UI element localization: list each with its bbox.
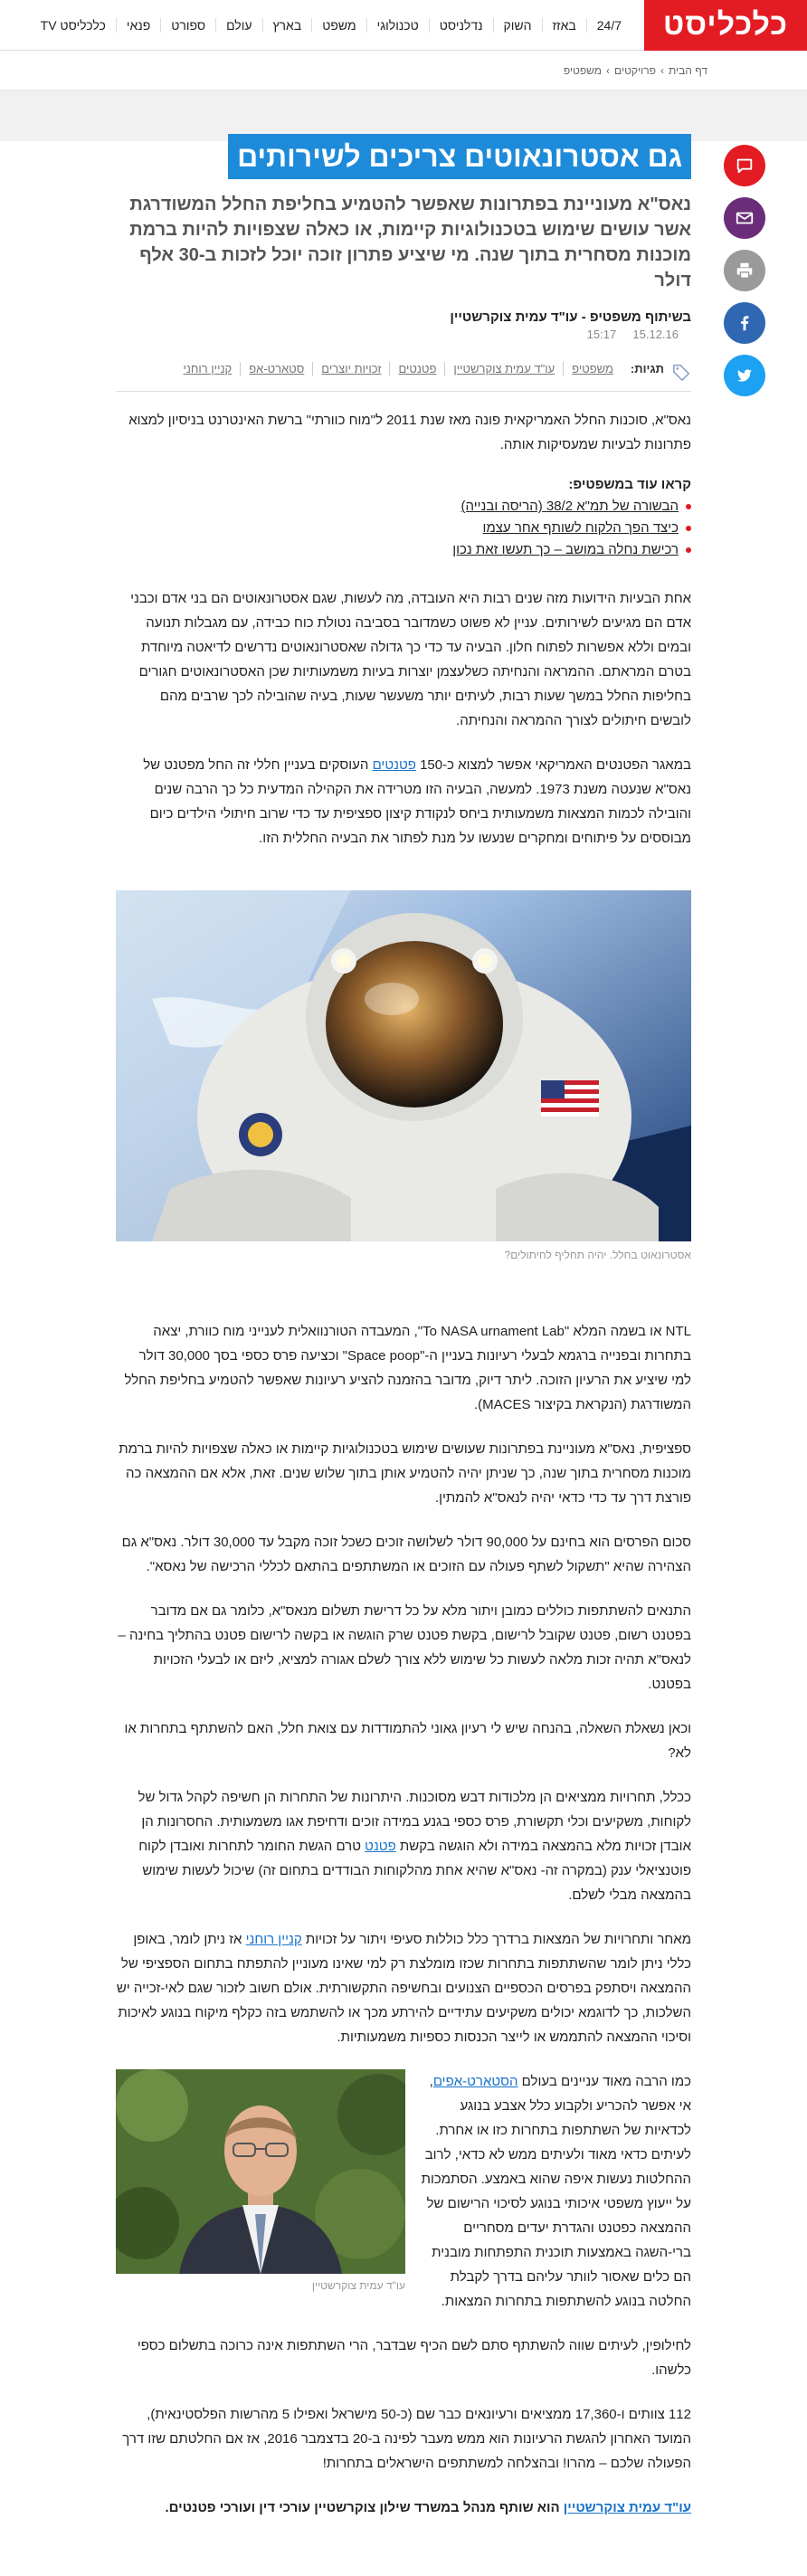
read-more-link[interactable]: רכישת נחלה במושב – כך תעשו זאת נכון	[452, 542, 679, 557]
patents-link[interactable]: פטנטים	[372, 757, 416, 773]
article-figure	[116, 890, 691, 1261]
nav-item-world[interactable]: עולם	[215, 18, 261, 33]
article-datetime	[116, 327, 691, 342]
photo-caption: אסטרונאוט בחלל. יהיה תחליף לחיתולים?	[504, 1249, 691, 1261]
tag-link[interactable]: עו"ד עמית צוקרשטיין	[444, 362, 563, 376]
breadcrumb-separator: ›	[660, 63, 664, 77]
top-bar	[0, 0, 807, 51]
tag-link[interactable]: קניין רוחני	[183, 362, 233, 375]
paragraph: נאס"א, סוכנות החלל האמריקאית פונה מאז שנת 2011 ל"מוח כוורתי" ברשת האינטרנט בניסיון למצוא פתרונות לבעיות שמעסיקות אותה.	[128, 413, 691, 452]
paragraph: אחת הבעיות הידועות מזה שנים רבות היא העובדה, מה לעשות, שגם אסטרונאוטים הם בני אדם וכבני אדם הם מגיעים לשירותים. עניין לא פשוט כשמדובר בסביבה נטולת כוח כבידה, עם מגבלות תנועה ובמים וללא אפשרות לפתוח חלון. הבעיה עד כדי כך גדולה שאסטרונאוטים נדרשים לדיאטה מיוחדת בטרם המראתם. ההמראה והנחיתה כשלעצמן יוצרות בעיות משמעותיות שכן האסטרונאוטים חגורים בחליפות החלל במשך שעות רבות, לעיתים יותר משעשר שעות, בעיה שהובילה לכך שרבים מהם לובשים חיתולים לצורך ההמראה והנחיתה.	[130, 591, 691, 728]
astronaut-illustration	[116, 890, 691, 1241]
nav-item-realestate[interactable]: נדלניסט	[429, 18, 493, 33]
nav-item-market[interactable]: השוק	[493, 18, 542, 33]
patent-link[interactable]: פטנט	[365, 1839, 396, 1854]
paragraph: ספציפית, נאס"א מעוניינת בפתרונות שעושים שימוש בטכנולוגיות קיימות או כאלה שצפויות להיות ברמת מוכנות מסחרית בתוך שנה, כך שניתן יהיה להטמיע אותן בתוך שלוש שנים. זאת, אלא אם ההמצאה כה פורצת דרך עד כדי כדאי יהיה לנאס"א להמתין.	[119, 1441, 691, 1506]
main-nav	[0, 18, 644, 33]
article	[116, 134, 691, 2520]
twitter-icon[interactable]	[724, 355, 765, 396]
paragraph-text: כמו הרבה מאוד עניינים בעולם	[517, 2074, 691, 2089]
print-icon[interactable]	[724, 250, 765, 291]
breadcrumb-mishpatip[interactable]: משפטיפ	[563, 63, 603, 77]
nav-item-local[interactable]: בארץ	[262, 18, 312, 33]
paragraph: לחילופין, לעיתים שווה להשתתף סתם לשם הכיף שבדבר, הרי השתתפות אינה כרוכה בתשלום כספי כלשהו.	[137, 2338, 691, 2378]
nav-item-sport[interactable]: ספורט	[160, 18, 215, 33]
breadcrumb-separator: ›	[606, 63, 611, 77]
author-illustration	[116, 2069, 405, 2274]
author-link[interactable]: עו"ד עמית צוקרשטיין	[563, 2500, 691, 2515]
paragraph	[116, 753, 691, 851]
tags-label: תגיות:	[630, 362, 664, 375]
author-paragraph	[420, 2069, 691, 2314]
startups-link[interactable]: הסטארט-אפים	[432, 2074, 518, 2089]
facebook-icon[interactable]	[724, 302, 765, 344]
paragraph: סכום הפרסים הוא בחינם על 90,000 דולר לשלושה זוכים כשכל זוכה מקבל עד 30,000 דולר. נאס"א גם הצהירה שהיא "תשקול לשתף פעולה עם הזוכים או המשתתפים בהתאם לכללי הרכישה של נאסא".	[121, 1535, 691, 1574]
author-photo	[116, 2069, 405, 2274]
paragraph-text: ככלל, תחרויות ממציאים הן מלכודות דבש מסוכנות. היתרונות של התחרות הן חשיפה לקהל גדול של לקוחות, משקיעים וכלי תקשורת, פרס כספי בגנע במידה זוכים ודחיפת אגו משמעותית. החסרונות הן אובדן זכויות מלא בהמצאה במידה ולא הוגשה בקשת	[138, 1790, 691, 1854]
byline-author: בשיתוף משפטיפ - עו"ד עמית צוקרשטיין	[450, 309, 691, 325]
tags-list	[175, 362, 621, 376]
read-more-list	[116, 496, 691, 561]
article-date: 15.12.16	[632, 328, 679, 341]
read-more-link[interactable]: כיצד הפך הלקוח לשותף אחר עצמו	[482, 520, 679, 536]
read-more-item	[116, 539, 691, 561]
author-credit	[116, 2495, 691, 2520]
breadcrumb-projects[interactable]: פרויקטים	[614, 63, 656, 77]
nav-item-24-7[interactable]: 24/7	[586, 18, 631, 33]
nav-item-buzz[interactable]: באזז	[542, 18, 586, 33]
paragraph: התנאים להשתתפות כוללים כמובן ויתור מלא על כל דרישת תשלום מנאס"א, כלומר גם אם מדובר בפטנט רשום, פטנט שקובל לרישום, בקשת פטנט שרק הוגשה או בקשה לרישום פטנט בהתליך בחינה – לנאס"א תהיה זכות מלאה לעשות כל שימוש ללא צורך לשלם אגורה למציא, ליזם או לבעלי הזכויות בפטנט.	[118, 1603, 691, 1692]
paragraph-text: מאחר ותחרויות של המצאות ברדרך כלל כוללות סעיפי ויתור על זכויות	[301, 1932, 691, 1947]
paragraph-text: העוסקים בעניין חללי זה החל מפטנט של נאס"א שנעטה משנת 1973. למעשה, הבעיה הזו מטרידה את הקהילה המדעית כל כך הרבה שנים והובילה לכמות המצאות משמעותית ביחס לנקודת קיצון ספציפית עד כדי שרוב חיתולי הילדים כיום מבוססים על פיתוחים ומחקרים שנעשו על מנת לפתור את הבעיה החללית הזו.	[143, 757, 691, 846]
site-logo[interactable]: כלכליסט	[644, 0, 807, 51]
paragraph-text: במאגר הפטנטים האמריקאי אפשר למצוא כ-150	[415, 757, 691, 773]
paragraph: 112 צוותים ו-17,360 ממציאים ורעיונאים כבר שם (כ-50 מישראל ואפילו 5 מהרשות הפלסטינאית), המועד האחרון להגשת הרעיונות הוא ממש מעבר לפינה ב-20 בדצמבר 2016, אז אם החלטתם שזו דרך הפעולה שלכם – מהרו! ובהצלחה למשתתפים הישראלים בתחרות!	[122, 2407, 691, 2471]
article-time: 15:17	[586, 328, 617, 341]
author-figure	[116, 2069, 405, 2314]
astronaut-photo	[116, 890, 691, 1241]
mail-icon[interactable]	[724, 197, 765, 239]
author-caption: עו"ד עמית צוקרשטיין	[311, 2279, 405, 2292]
tags-row	[116, 362, 691, 392]
nav-item-leisure[interactable]: פנאי	[116, 18, 160, 33]
nav-item-tv[interactable]: כלכליסט TV	[40, 17, 106, 33]
paragraph: NTL או בשמה המלא "To NASA urnament Lab", המעבדה הטורנוואלית לענייני מוח כוורת, יצאה בתחרות ובפנייה ברגמא לבעלי רעיונות בעניין ה-"Space poop" וכציעה פרס כספי בסך 30,000 דולר למי שיציע את הרעיון הזוכה. ליתר דיוק, מדובר בהזמנה להציע רעיונות שאפשר להטמיע בחליפת החלל המשודרגת (הנקראת בקיצור MACES).	[124, 1324, 691, 1412]
tag-icon	[671, 362, 691, 382]
article-headline: גם אסטרונאוטים צריכים לשירותים	[228, 134, 691, 179]
read-more-item	[116, 518, 691, 539]
tag-link[interactable]: פטנטים	[389, 362, 444, 376]
comment-icon[interactable]	[724, 145, 765, 186]
nav-item-law[interactable]: משפט	[311, 18, 366, 33]
share-bar	[724, 145, 765, 396]
paragraph	[116, 1927, 691, 2049]
read-more-link[interactable]: הבשורה של תמ"א 38/2 (הריסה ובנייה)	[460, 499, 679, 514]
breadcrumb	[0, 51, 807, 90]
tag-link[interactable]: זכויות יוצרים	[312, 362, 389, 376]
read-more-item	[116, 496, 691, 518]
paragraph	[116, 1785, 691, 1907]
article-subtitle: נאס"א מעוניינת בפתרונות שאפשר להטמיע בחליפת החלל המשודרגת אשר עושים שימוש בטכנולוגיות קיימות, או כאלה שצפויות להיות ברמת מוכנות מסחרית בתוך שנה. מי שיציע פתרון זוכה יוכל לזכות ב-30 אלף דולר	[129, 195, 691, 290]
paragraph: וכאן נשאלת השאלה, בהנחה שיש לי רעיון גאוני להתמודדות עם צואת חלל, האם להשתתף בתחרות או לא?	[124, 1721, 691, 1761]
author-block	[116, 2069, 691, 2314]
byline	[116, 309, 691, 325]
ip-link[interactable]: קניין רוחני	[245, 1932, 302, 1947]
paragraph-text: , אי אפשר להכריע ולקבוע כלל אצבע בנוגע לכדאיות של השתתפות בתחרות כזו או אחרת. לעיתים כדאי מאוד ולעיתים ממש לא כדאי, לרוב ההחלטות נעשות איפה שהוא באמצע. הסתמכות על ייעוץ משפטי איכותי בנוגע לסיכוי הרישום של ההמצאה כפטנט והגדרת יעדים מסחריים ברי-השגה באמצעות תוכנית התפתחות מובנית הם כלים שאסור לוותר עליהם בדרך לקבלת החלטה בנוגע להשתתפות בתחרות המצאות.	[421, 2074, 691, 2309]
paragraph-text: טרם הגשת החומר לתחרות ואובדן לקוח פוטנציאלי ענק (במקרה זה- נאס"א שהיא אחת מהלקוחות הבודדים בתחום זה) שיכול לעשות שימוש בהמצאה מבלי לשלם.	[138, 1839, 691, 1903]
breadcrumb-home[interactable]: דף הבית	[668, 63, 707, 77]
tag-link[interactable]: משפטיפ	[563, 362, 622, 376]
nav-item-tech[interactable]: טכנולוגי	[366, 18, 429, 33]
author-credit-text: הוא שותף מנהל במשרד שילון צוקרשטיין עורכי דין ועורכי פטנטים.	[165, 2500, 564, 2515]
tag-link[interactable]: סטארט-אפ	[240, 362, 312, 376]
paragraph-text: אז ניתן לומר, באופן כללי ניתן לומר שהשתתפות בתחרות שכזו מומלצת רק למי שאינו מעוניין להתפתח בתחום הספציפי של ההמצאה ויסתפק בפרסים הכספיים הצנועים ובחשיפה התקשורתית. אולם חשוב לזכור שגם לאי-זכייה יש השלכות, כך לדוגמא יכולים משקיעים עתידיים להירתע מכך או להשתמש בזה כקלף מיקוח בנוגע לאיכות וסיכוי ההמצאה להתממש או לייצר הכנסות כספיות משמעותיות.	[116, 1932, 691, 2045]
read-more-title: קראו עוד במשפטיפ:	[568, 477, 691, 492]
